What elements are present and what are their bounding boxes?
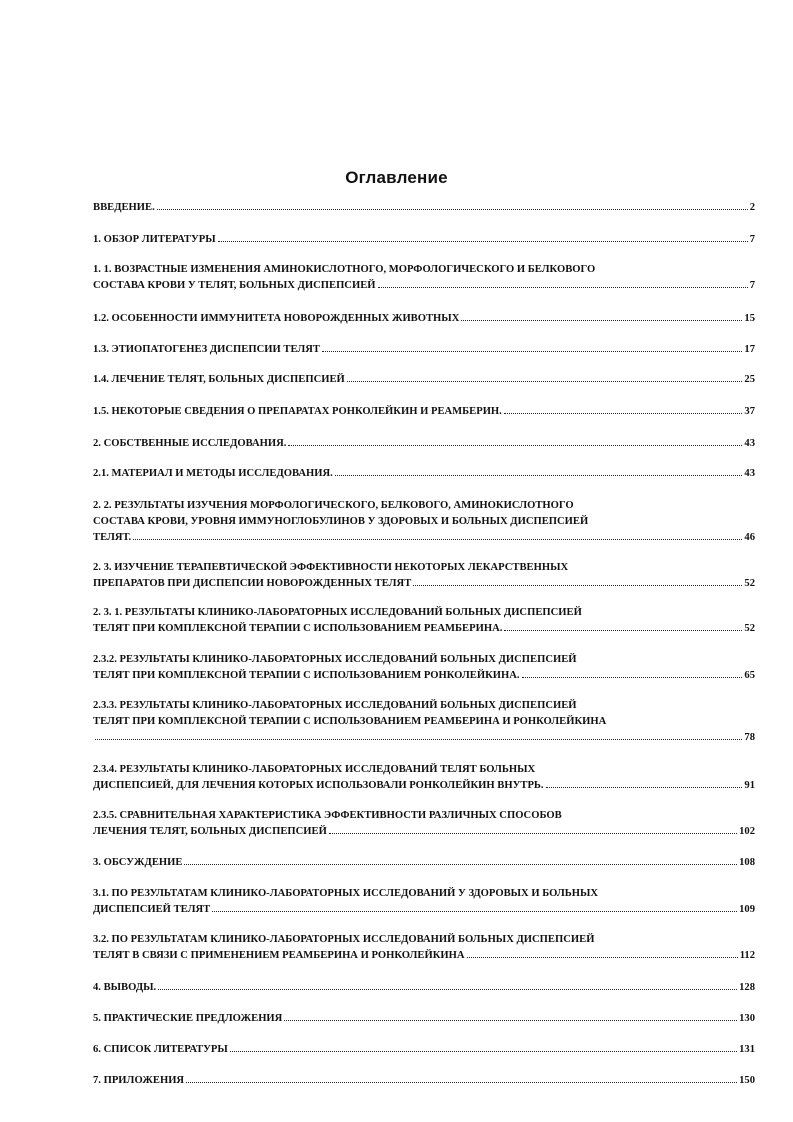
toc-entry-line: 3.2. ПО РЕЗУЛЬТАТАМ КЛИНИКО-ЛАБОРАТОРНЫХ ИССЛЕДОВАНИЙ БОЛЬНЫХ ДИСПЕПСИЕЙ [93,934,595,945]
toc-page-number: 78 [744,732,755,743]
toc-entry-title: ТЕЛЯТ ПРИ КОМПЛЕКСНОЙ ТЕРАПИИ С ИСПОЛЬЗОВАНИЕМ РЕАМБЕРИНА. [93,623,503,634]
dot-leader [504,630,742,631]
dot-leader [212,911,737,912]
dot-leader [461,320,742,321]
toc-entry-title: 2.1. МАТЕРИАЛ И МЕТОДЫ ИССЛЕДОВАНИЯ. [93,468,333,479]
toc-entry[interactable] [93,1011,755,1027]
toc-entry-title: 6. СПИСОК ЛИТЕРАТУРЫ [93,1044,228,1055]
toc-page-number: 108 [739,857,755,868]
toc-entry[interactable] [93,498,755,546]
toc-entry[interactable] [93,1073,755,1089]
toc-entry-title: 1.5. НЕКОТОРЫЕ СВЕДЕНИЯ О ПРЕПАРАТАХ РОНКОЛЕЙКИН И РЕАМБЕРИН. [93,406,502,417]
toc-page-number: 109 [739,904,755,915]
toc-page-number: 52 [744,578,755,589]
toc-entry[interactable] [93,262,755,294]
dot-leader [413,585,742,586]
toc-entry[interactable] [93,232,755,248]
toc-entry[interactable] [93,200,755,216]
toc-entry[interactable] [93,1042,755,1058]
toc-page-number: 37 [744,406,755,417]
toc-entry-line: 2.3.2. РЕЗУЛЬТАТЫ КЛИНИКО-ЛАБОРАТОРНЫХ ИССЛЕДОВАНИЙ БОЛЬНЫХ ДИСПЕПСИЕЙ [93,654,577,665]
toc-entry-title: ТЕЛЯТ В СВЯЗИ С ПРИМЕНЕНИЕМ РЕАМБЕРИНА И РОНКОЛЕЙКИНА [93,950,465,961]
toc-entry[interactable] [93,560,755,592]
dot-leader [378,287,748,288]
toc-entry-line: 2. 3. 1. РЕЗУЛЬТАТЫ КЛИНИКО-ЛАБОРАТОРНЫХ ИССЛЕДОВАНИЙ БОЛЬНЫХ ДИСПЕПСИЕЙ [93,607,582,618]
toc-entry-title: ТЕЛЯТ. [93,532,132,543]
toc-entry[interactable] [93,698,755,746]
toc-entry-title: ДИСПЕПСИЕЙ ТЕЛЯТ [93,904,211,915]
toc-page-number: 43 [744,468,755,479]
toc-entry[interactable] [93,436,755,452]
toc-entry[interactable] [93,808,755,840]
toc-page-number: 130 [739,1013,755,1024]
dot-leader [184,864,737,865]
toc-page-number: 7 [749,280,755,291]
toc-entry-title: ЛЕЧЕНИЯ ТЕЛЯТ, БОЛЬНЫХ ДИСПЕПСИЕЙ [93,826,327,837]
dot-leader [186,1082,737,1083]
dot-leader [158,989,737,990]
toc-entry-line: 2. 3. ИЗУЧЕНИЕ ТЕРАПЕВТИЧЕСКОЙ ЭФФЕКТИВНОСТИ НЕКОТОРЫХ ЛЕКАРСТВЕННЫХ [93,562,569,573]
toc-entry-title: 5. ПРАКТИЧЕСКИЕ ПРЕДЛОЖЕНИЯ [93,1013,283,1024]
dot-leader [329,833,737,834]
page-title: Оглавление [345,168,448,187]
toc-entry-line: 2.3.5. СРАВНИТЕЛЬНАЯ ХАРАКТЕРИСТИКА ЭФФЕКТИВНОСТИ РАЗЛИЧНЫХ СПОСОБОВ [93,810,562,821]
toc-entry-title: 1.2. ОСОБЕННОСТИ ИММУНИТЕТА НОВОРОЖДЕННЫХ ЖИВОТНЫХ [93,313,460,324]
toc-page-number: 17 [744,344,755,355]
toc-entry[interactable] [93,980,755,996]
dot-leader [95,739,742,740]
toc-entry-title: 1.3. ЭТИОПАТОГЕНЕЗ ДИСПЕПСИИ ТЕЛЯТ [93,344,320,355]
toc-entry-line: 2.3.3. РЕЗУЛЬТАТЫ КЛИНИКО-ЛАБОРАТОРНЫХ ИССЛЕДОВАНИЙ БОЛЬНЫХ ДИСПЕПСИЕЙ [93,700,577,711]
toc-entry[interactable] [93,404,755,420]
toc-page-number: 15 [744,313,755,324]
toc-entry[interactable] [93,342,755,358]
toc-page-number: 7 [749,234,755,245]
toc-entry[interactable] [93,762,755,794]
toc-entry-title: 3. ОБСУЖДЕНИЕ [93,857,183,868]
toc-entry-title: СОСТАВА КРОВИ У ТЕЛЯТ, БОЛЬНЫХ ДИСПЕПСИЕЙ [93,280,376,291]
toc-page-number: 65 [744,670,755,681]
dot-leader [546,787,743,788]
toc-page-number: 150 [739,1075,755,1086]
toc-entry-line: СОСТАВА КРОВИ, УРОВНЯ ИММУНОГЛОБУЛИНОВ У ЗДОРОВЫХ И БОЛЬНЫХ ДИСПЕПСИЕЙ [93,516,589,527]
toc-page-number: 25 [744,374,755,385]
dot-leader [288,445,742,446]
dot-leader [522,677,743,678]
dot-leader [504,413,743,414]
toc-entry[interactable] [93,605,755,637]
toc-entry[interactable] [93,372,755,388]
toc-entry-title: ВВЕДЕНИЕ. [93,202,155,213]
toc-entry[interactable] [93,652,755,684]
toc-page-number: 102 [739,826,755,837]
toc-entry[interactable] [93,311,755,327]
toc-entry-title: ДИСПЕПСИЕЙ, ДЛЯ ЛЕЧЕНИЯ КОТОРЫХ ИСПОЛЬЗОВАЛИ РОНКОЛЕЙКИН ВНУТРЬ. [93,780,544,791]
toc-page-number: 46 [744,532,755,543]
dot-leader [467,957,738,958]
dot-leader [284,1020,737,1021]
toc-entry-title: ТЕЛЯТ ПРИ КОМПЛЕКСНОЙ ТЕРАПИИ С ИСПОЛЬЗОВАНИЕМ РОНКОЛЕЙКИНА. [93,670,520,681]
toc-entry[interactable] [93,932,755,964]
dot-leader [218,241,748,242]
toc-entry-title: 1.4. ЛЕЧЕНИЕ ТЕЛЯТ, БОЛЬНЫХ ДИСПЕПСИЕЙ [93,374,345,385]
toc-entry-line: 3.1. ПО РЕЗУЛЬТАТАМ КЛИНИКО-ЛАБОРАТОРНЫХ ИССЛЕДОВАНИЙ У ЗДОРОВЫХ И БОЛЬНЫХ [93,888,599,899]
dot-leader [133,539,742,540]
toc-entry-title: ПРЕПАРАТОВ ПРИ ДИСПЕПСИИ НОВОРОЖДЕННЫХ ТЕЛЯТ [93,578,412,589]
dot-leader [347,381,743,382]
toc-entry[interactable] [93,886,755,918]
toc-entry-title: 1. ОБЗОР ЛИТЕРАТУРЫ [93,234,216,245]
dot-leader [322,351,742,352]
toc-entry-line: ТЕЛЯТ ПРИ КОМПЛЕКСНОЙ ТЕРАПИИ С ИСПОЛЬЗОВАНИЕМ РЕАМБЕРИНА И РОНКОЛЕЙКИНА [93,716,607,727]
dot-leader [157,209,748,210]
toc-entry-title: 2. СОБСТВЕННЫЕ ИССЛЕДОВАНИЯ. [93,438,287,449]
toc-entry-line: 1. 1. ВОЗРАСТНЫЕ ИЗМЕНЕНИЯ АМИНОКИСЛОТНОГО, МОРФОЛОГИЧЕСКОГО И БЕЛКОВОГО [93,264,596,275]
toc-entry[interactable] [93,466,755,482]
toc-page-number: 91 [744,780,755,791]
toc-entry-line: 2.3.4. РЕЗУЛЬТАТЫ КЛИНИКО-ЛАБОРАТОРНЫХ ИССЛЕДОВАНИЙ ТЕЛЯТ БОЛЬНЫХ [93,764,536,775]
toc-page-number: 2 [749,202,755,213]
toc-page-number: 128 [739,982,755,993]
toc-page-number: 52 [744,623,755,634]
toc-page-number: 131 [739,1044,755,1055]
dot-leader [335,475,743,476]
toc-page-number: 112 [739,950,755,961]
toc-entry-line: 2. 2. РЕЗУЛЬТАТЫ ИЗУЧЕНИЯ МОРФОЛОГИЧЕСКОГО, БЕЛКОВОГО, АМИНОКИСЛОТНОГО [93,500,574,511]
toc-page-number: 43 [744,438,755,449]
toc-entry-title: 4. ВЫВОДЫ. [93,982,157,993]
toc-entry[interactable] [93,855,755,871]
dot-leader [230,1051,737,1052]
toc-entry-title: 7. ПРИЛОЖЕНИЯ [93,1075,185,1086]
